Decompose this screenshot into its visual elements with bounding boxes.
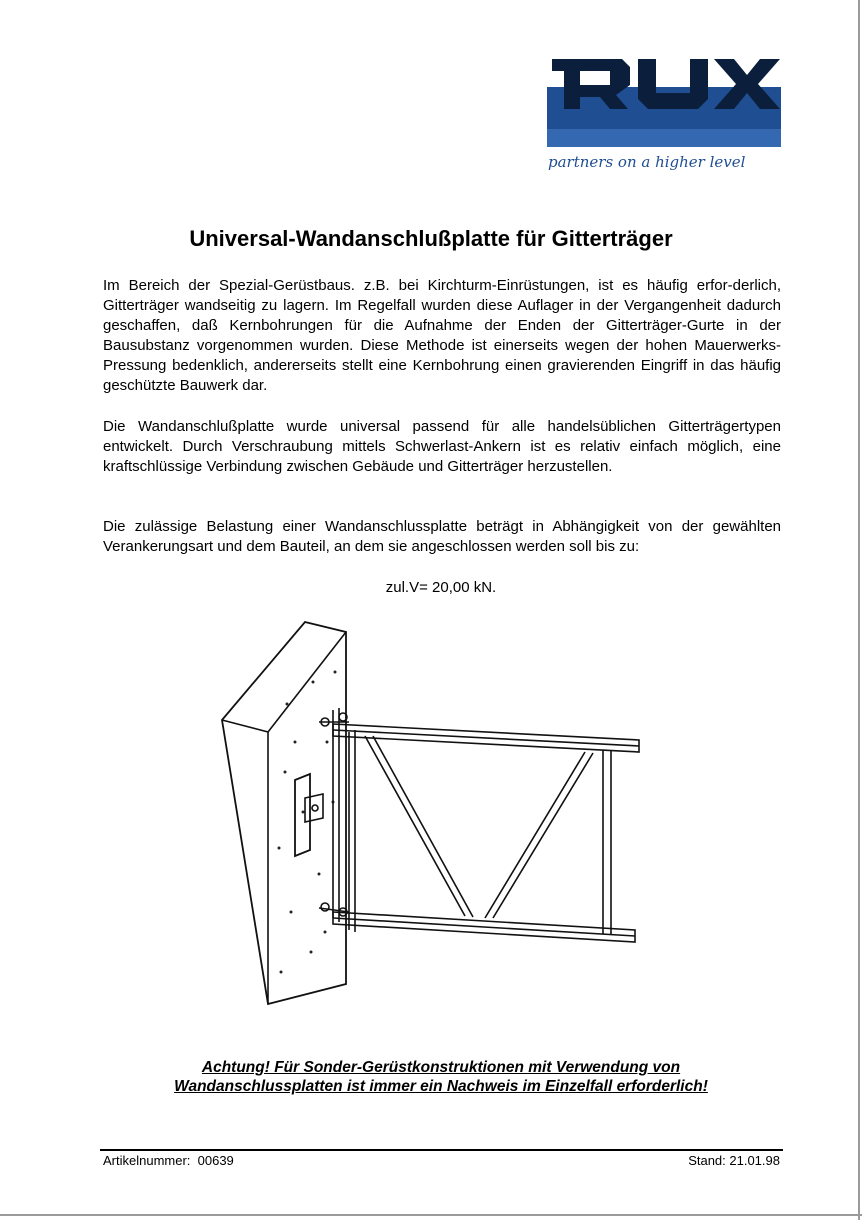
page-edge-bottom [0,1214,862,1216]
logo-tagline [548,153,746,171]
warning-line-1: Achtung! Für Sonder-Gerüstkonstruktionen mit Verwendung von [201,1059,681,1076]
warning-note [80,1058,802,1096]
paragraph-description: Die Wandanschlußplatte wurde universal passend für alle handelsüblichen Gitterträgertypen entwickelt. Durch Verschraubung mittels Schwerlast-Ankern ist es relativ einfach möglich, eine kraftschlüssige Verbindung zwischen Gebäude und Gitterträger herzustellen. [103,418,781,475]
load-formula: zul.V= 20,00 kN. [385,579,497,596]
paragraph-load: Die zulässige Belastung einer Wandanschlussplatte beträgt in Abhängigkeit von der gewählten Verankerungsart und dem Bauteil, an dem sie angeschlossen werden soll bis zu: [103,518,781,555]
svg-text:partners on a higher level: partners on a higher level [548,153,746,171]
article-number: Artikelnummer: 00639 [103,1153,234,1168]
footer-divider [100,1149,783,1151]
page-edge-right [858,0,860,1220]
paragraph-intro: Im Bereich der Spezial-Gerüstbaus. z.B. bei Kirchturm-Einrüstungen, ist es häufig erfor-derlich, Gitterträger wandseitig zu lagern. Im Regelfall wurden diese Auflager in der Vergangenheit dadurch geschaffen, daß Kernbohrungen für die Aufnahme der Enden der Gitterträger-Gurte in der Bausubstanz vorgenommen wurden. Diese Methode ist einerseits wegen der hohen Mauerwerks-Pressung bedenklich, andererseits stellt eine Kernbohrung einen gravierenden Eingriff in das häufig geschützte Bauwerk dar. [103,277,781,394]
warning-line-2: Wandanschlussplatten ist immer ein Nachweis im Einzelfall erforderlich! [174,1078,708,1095]
document-date: Stand: 21.01.98 [688,1153,780,1168]
document-title: Universal-Wandanschlußplatte für Gitterträger [189,226,673,251]
rux-logo [544,55,784,175]
wall-plate-illustration [215,612,645,1007]
